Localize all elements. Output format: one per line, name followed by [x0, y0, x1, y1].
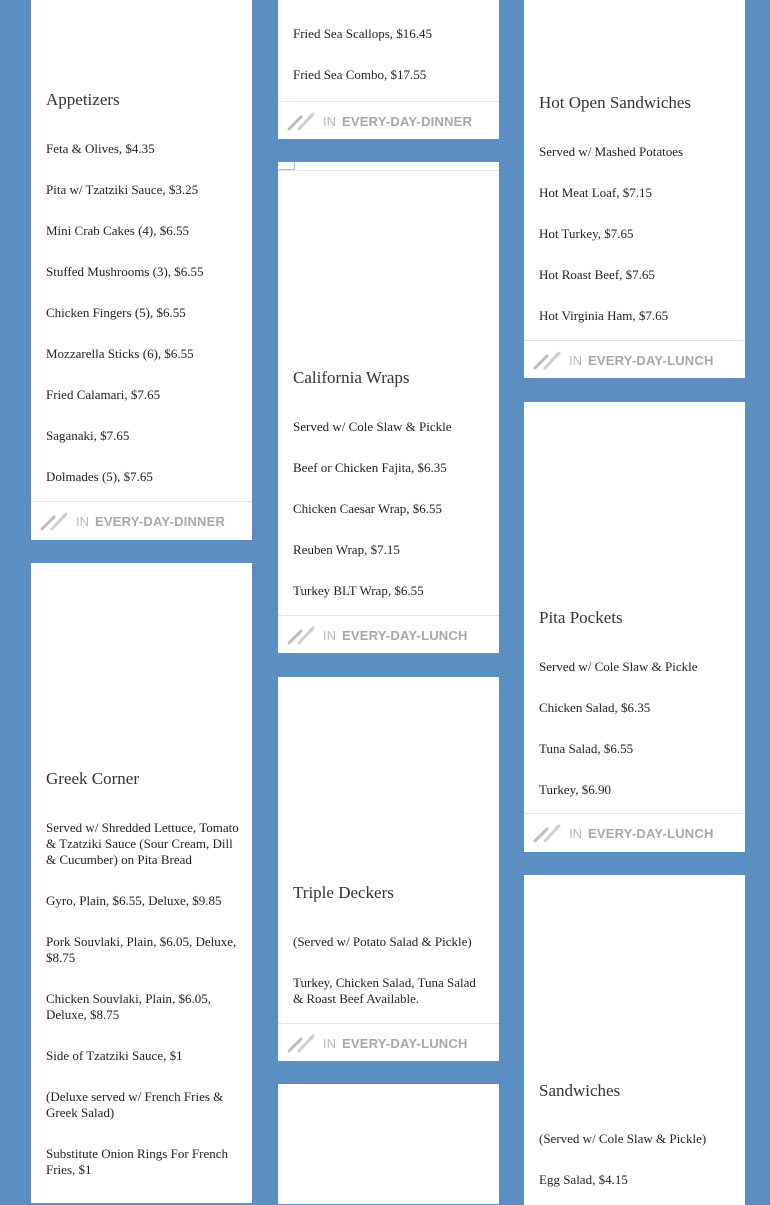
menu-item: Turkey BLT Wrap, $6.55	[293, 583, 424, 598]
card-title: Triple Deckers	[293, 883, 394, 902]
menu-item: Dolmades (5), $7.65	[46, 469, 153, 484]
menu-item: Chicken Fingers (5), $6.55	[46, 305, 186, 320]
menu-item: Beef or Chicken Fajita, $6.35	[293, 460, 447, 475]
menu-item: Served w/ Cole Slaw & Pickle	[293, 419, 452, 434]
card-footer	[524, 340, 745, 379]
menu-item: Stuffed Mushrooms (3), $6.55	[46, 264, 204, 279]
menu-item: Chicken Souvlaki, Plain, $6.05, Deluxe, $8.75	[46, 991, 212, 1022]
menu-item: Feta & Olives, $4.35	[46, 141, 155, 156]
menu-item: Fried Calamari, $7.65	[46, 387, 161, 402]
utensils-icon	[40, 511, 70, 531]
menu-item: Substitute Onion Rings For French Fries, $1	[46, 1146, 229, 1177]
card-title: Pita Pockets	[539, 608, 623, 627]
menu-card-triple-deckers	[278, 677, 499, 1061]
menu-item: Saganaki, $7.65	[46, 428, 130, 443]
menu-item: Hot Meat Loaf, $7.15	[539, 185, 653, 200]
menu-item: Turkey, $6.90	[539, 782, 611, 797]
category-link[interactable]: EVERY-DAY-LUNCH	[342, 627, 468, 643]
footer-prefix: IN	[323, 1035, 336, 1051]
menu-item: Served w/ Shredded Lettuce, Tomato & Tzatziki Sauce (Sour Cream, Dill & Cucumber) on Pita Bread	[46, 820, 239, 867]
menu-item: Gyro, Plain, $6.55, Deluxe, $9.85	[46, 893, 222, 908]
menu-card-appetizers	[31, 0, 252, 540]
menu-item	[293, 0, 489, 1]
card-title: Appetizers	[46, 90, 120, 109]
card-footer	[278, 1023, 499, 1062]
category-link[interactable]: EVERY-DAY-LUNCH	[588, 352, 714, 368]
utensils-icon	[287, 1033, 317, 1053]
menu-item: Tuna Salad, $6.55	[539, 741, 634, 756]
footer-prefix: IN	[323, 627, 336, 643]
menu-item: Mozzarella Sticks (6), $6.55	[46, 346, 194, 361]
broken-image-icon	[278, 162, 499, 171]
menu-item: Mini Crab Cakes (4), $6.55	[46, 223, 189, 238]
menu-item: Pork Souvlaki, Plain, $6.05, Deluxe, $8.75	[46, 934, 237, 965]
menu-item: Served w/ Cole Slaw & Pickle	[539, 659, 698, 674]
menu-item: Chicken Salad, $6.35	[539, 700, 651, 715]
menu-card-california-wraps	[278, 162, 499, 653]
menu-item: Chicken Caesar Wrap, $6.55	[293, 501, 443, 516]
card-title: Sandwiches	[539, 1081, 621, 1100]
card-title: Hot Open Sandwiches	[539, 93, 692, 112]
menu-item: (Served w/ Cole Slaw & Pickle)	[539, 1131, 707, 1146]
menu-item: Served w/ Mashed Potatoes	[539, 144, 684, 159]
category-link[interactable]: EVERY-DAY-LUNCH	[588, 825, 714, 841]
card-footer	[278, 101, 499, 140]
card-footer	[524, 813, 745, 852]
menu-card-seafood	[278, 0, 499, 139]
menu-item: Reuben Wrap, $7.15	[293, 542, 400, 557]
footer-prefix: IN	[323, 113, 336, 129]
footer-prefix: IN	[569, 825, 582, 841]
card-footer	[31, 501, 252, 540]
menu-item: Pita w/ Tzatziki Sauce, $3.25	[46, 182, 199, 197]
menu-item: Fried Sea Scallops, $16.45	[293, 26, 433, 41]
menu-item: Turkey, Chicken Salad, Tuna Salad & Roast Beef Available.	[293, 975, 476, 1006]
menu-card-next	[278, 1084, 499, 1204]
menu-item: Hot Turkey, $7.65	[539, 226, 634, 241]
menu-item: Hot Virginia Ham, $7.65	[539, 308, 669, 323]
card-title: Greek Corner	[46, 769, 139, 788]
footer-prefix: IN	[76, 513, 89, 529]
utensils-icon	[287, 625, 317, 645]
menu-item: (Deluxe served w/ French Fries & Greek Salad)	[46, 1089, 224, 1120]
category-link[interactable]: EVERY-DAY-LUNCH	[342, 1035, 468, 1051]
card-footer	[278, 615, 499, 654]
menu-card-sandwiches	[524, 875, 745, 1205]
category-link[interactable]: EVERY-DAY-DINNER	[95, 513, 226, 529]
menu-card-pita-pockets	[524, 402, 745, 852]
category-link[interactable]: EVERY-DAY-DINNER	[342, 113, 473, 129]
footer-prefix: IN	[569, 352, 582, 368]
menu-card-hot-open-sandwiches	[524, 0, 745, 378]
menu-item: Hot Roast Beef, $7.65	[539, 267, 655, 282]
utensils-icon	[533, 823, 563, 843]
utensils-icon	[287, 111, 317, 131]
menu-item: Egg Salad, $4.15	[539, 1172, 628, 1187]
menu-item: Fried Sea Combo, $17.55	[293, 67, 427, 82]
menu-card-greek-corner	[31, 563, 252, 1203]
utensils-icon	[533, 350, 563, 370]
menu-item: Side of Tzatziki Sauce, $1	[46, 1048, 183, 1063]
card-title: California Wraps	[293, 368, 410, 387]
menu-item: (Served w/ Potato Salad & Pickle)	[293, 934, 472, 949]
